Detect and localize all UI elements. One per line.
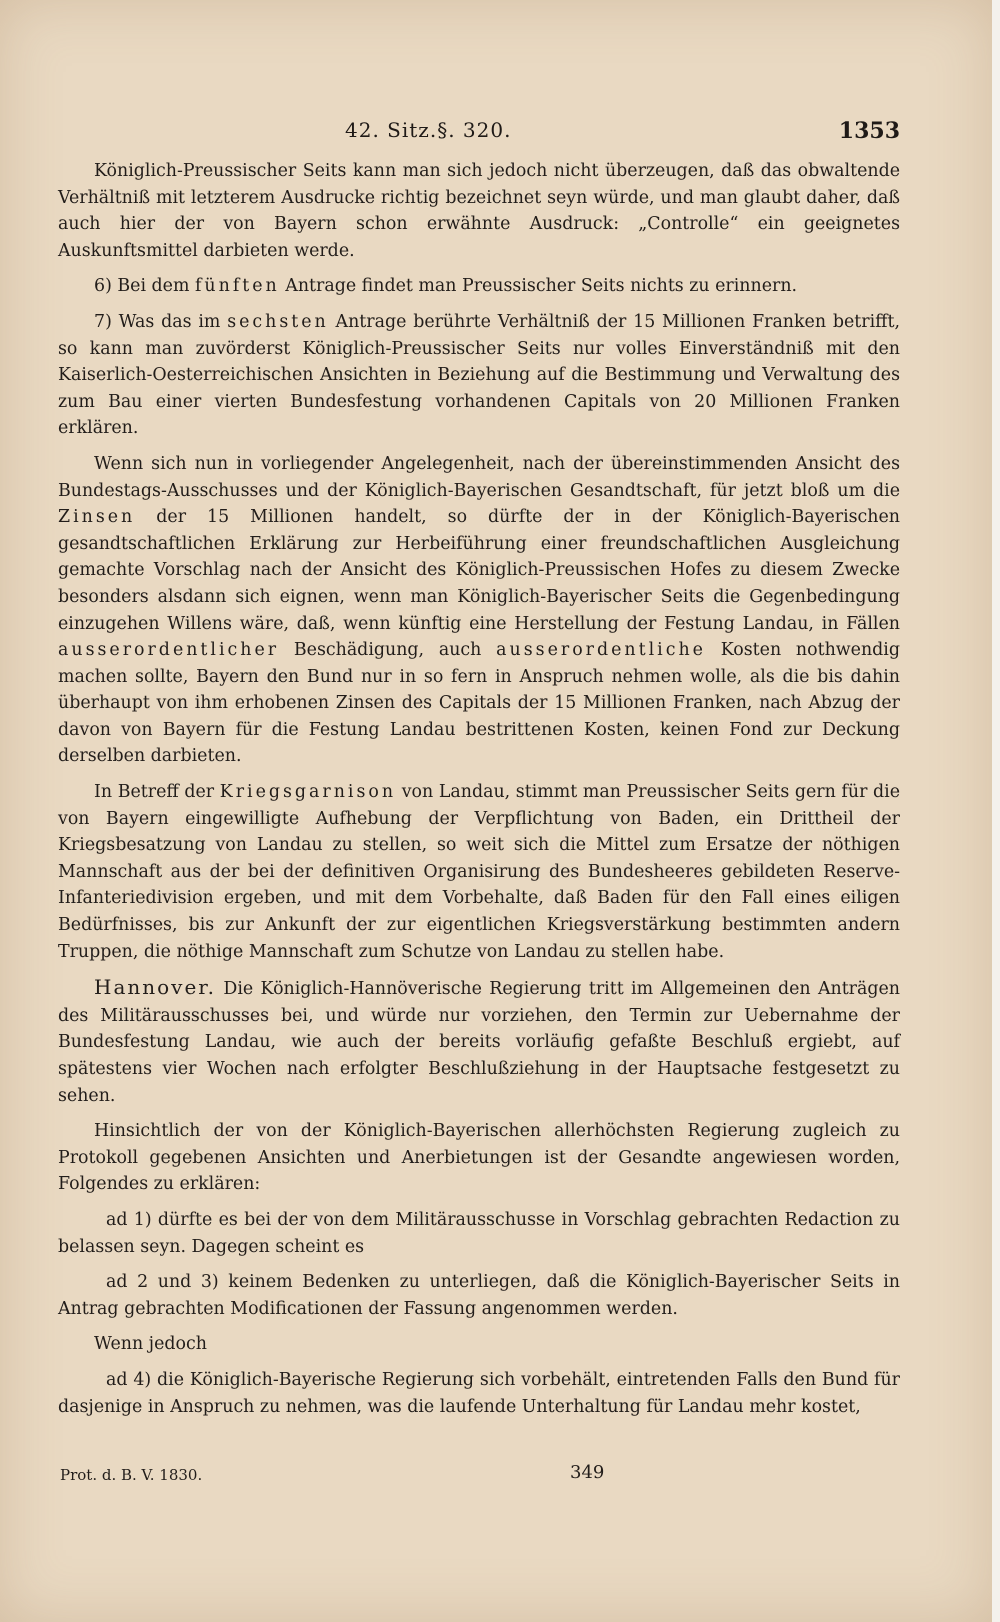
paragraph bbox=[58, 1331, 900, 1358]
spaced-emphasis: fünften bbox=[194, 276, 280, 297]
session-reference: 42. Sitz.§. 320. bbox=[345, 118, 512, 142]
state-heading: Hannover. bbox=[94, 975, 217, 1000]
text-run: Wenn jedoch bbox=[94, 1334, 207, 1355]
paragraph bbox=[58, 1118, 900, 1198]
text-run: ad 2 und 3) keinem Bedenken zu unterliegen, daß die Königlich-Bayerischer Seits in Antrag gebrachten Modificationen der Fassung angenommen werden. bbox=[58, 1272, 900, 1319]
text-run: Königlich-Preussischer Seits kann man sich jedoch nicht überzeugen, daß das obwaltende Verhältniß mit letzterem Ausdrucke richtig bezeichnet seyn würde, und man glaubt daher, daß auch hier der von Bayern schon erwähnte Ausdruck: „Controlle“ ein geeignetes Auskunftsmittel darbieten werde. bbox=[58, 161, 900, 261]
paragraph bbox=[58, 309, 900, 442]
paragraph bbox=[58, 1207, 900, 1260]
text-run: Antrage findet man Preussischer Seits nichts zu erinnern. bbox=[279, 276, 798, 297]
text-run: ad 4) die Königlich-Bayerische Regierung sich vorbehält, eintretenden Falls den Bund für dasjenige in Anspruch zu nehmen, was die laufende Unterhaltung für Landau mehr kostet, bbox=[58, 1369, 900, 1417]
text-run: der 15 Millionen handelt, so dürfte der in der Königlich-Bayerischen gesandtschaftlichen Erklärung zur Herbeiführung einer freundschaftlichen Ausgleichung gemachte Vorschlag nach der Ansicht des Königlich-Preussischen Hofes zu diesem Zwecke besonders alsdann sich eignen, wenn man Königlich-Bayerischer Seits die Gegenbedingung einzugehen Willens wäre, daß, wenn künftig eine Herstellung der Festung Landau, in Fällen bbox=[58, 507, 900, 634]
paragraph bbox=[58, 451, 900, 770]
spaced-emphasis: Zinsen bbox=[58, 507, 136, 528]
text-run: Die Königlich-Hannöverische Regierung tritt im Allgemeinen den Anträgen des Militärausschusses bei, und würde nur vorziehen, den Termin zur Uebernahme der Bundesfestung Landau, wie auch der bereits vorläufig gefaßte Beschluß ergiebt, auf spätestens vier Wochen nach erfolgter Beschlußziehung in der Hauptsache festgesetzt zu sehen. bbox=[58, 979, 900, 1106]
text-run: Hinsichtlich der von der Königlich-Bayerischen allerhöchsten Regierung zugleich zu Protokoll gegebenen Ansichten und Anerbietungen ist der Gesandte angewiesen worden, Folgendes zu erklären: bbox=[58, 1121, 900, 1195]
spaced-emphasis: ausserordentlicher bbox=[58, 640, 280, 661]
text-run: ad 1) dürfte es bei der von dem Militärausschusse in Vorschlag gebrachten Redaction zu belassen seyn. Dagegen scheint es bbox=[58, 1209, 900, 1257]
text-run: 6) Bei dem bbox=[94, 276, 195, 297]
spaced-emphasis: Kriegsgarnison bbox=[219, 782, 397, 803]
paragraph bbox=[58, 158, 900, 264]
paragraph bbox=[58, 779, 900, 965]
text-run: 7) Was das im bbox=[94, 311, 228, 332]
paragraph bbox=[58, 1269, 900, 1322]
page-number: 1353 bbox=[838, 118, 900, 144]
text-run: Antrage berührte Verhältniß der 15 Millionen Franken betrifft, so kann man zuvörderst Königlich-Preussischer Seits nur volles Einverständniß mit den Kaiserlich-Oesterreichischen Ansichten in Beziehung auf die Bestimmung und Verwaltung des zum Bau einer vierten Bundesfestung vorhandenen Capitals von 20 Millionen Franken erklären. bbox=[58, 311, 900, 439]
text-run: Wenn sich nun in vorliegender Angelegenheit, nach der übereinstimmenden Ansicht des Bundestags-Ausschusses und der Königlich-Bayerischen Gesandtschaft, für jetzt bloß um die bbox=[58, 453, 900, 501]
page-edge bbox=[992, 0, 1000, 1622]
paragraph bbox=[58, 273, 900, 300]
spaced-emphasis: sechsten bbox=[227, 311, 329, 332]
sheet-number: 349 bbox=[570, 1462, 605, 1483]
body-text bbox=[58, 158, 900, 1429]
text-run: Beschädigung, auch bbox=[279, 640, 497, 661]
text-run: Kosten nothwendig machen sollte, Bayern den Bund nur in so fern in Anspruch nehmen wolle, als die bis dahin überhaupt von ihm erhobenen Zinsen des Capitals der 15 Millionen Franken, nach Abzug der davon von Bayern für die Festung Landau bestrittenen Kosten, keinen Fond zur Deckung derselben darbieten. bbox=[58, 640, 900, 767]
running-header bbox=[60, 118, 900, 154]
paragraph bbox=[58, 974, 900, 1109]
protocol-reference: Prot. d. B. V. 1830. bbox=[60, 1466, 203, 1484]
text-run: von Landau, stimmt man Preussischer Seits gern für die von Bayern eingewilligte Aufhebung der Verpflichtung von Baden, ein Drittheil der Kriegsbesatzung von Landau zu stellen, so weit sich die Mittel zum Ersatze der nöthigen Mannschaft aus der bei der definitiven Organisirung des Bundesheeres gebildeten Reserve-Infanteriedivision ergeben, und mit dem Vorbehalte, daß Baden für den Fall eines eiligen Bedürfnisses, bis zur Ankunft der zur eigentlichen Kriegsverstärkung bestimmten andern Truppen, die nöthige Mannschaft zum Schutze von Landau zu stellen habe. bbox=[58, 782, 900, 962]
spaced-emphasis: ausserordentliche bbox=[496, 640, 706, 661]
text-run: In Betreff der bbox=[94, 782, 220, 803]
paragraph bbox=[58, 1367, 900, 1420]
page-footer bbox=[60, 1462, 900, 1492]
